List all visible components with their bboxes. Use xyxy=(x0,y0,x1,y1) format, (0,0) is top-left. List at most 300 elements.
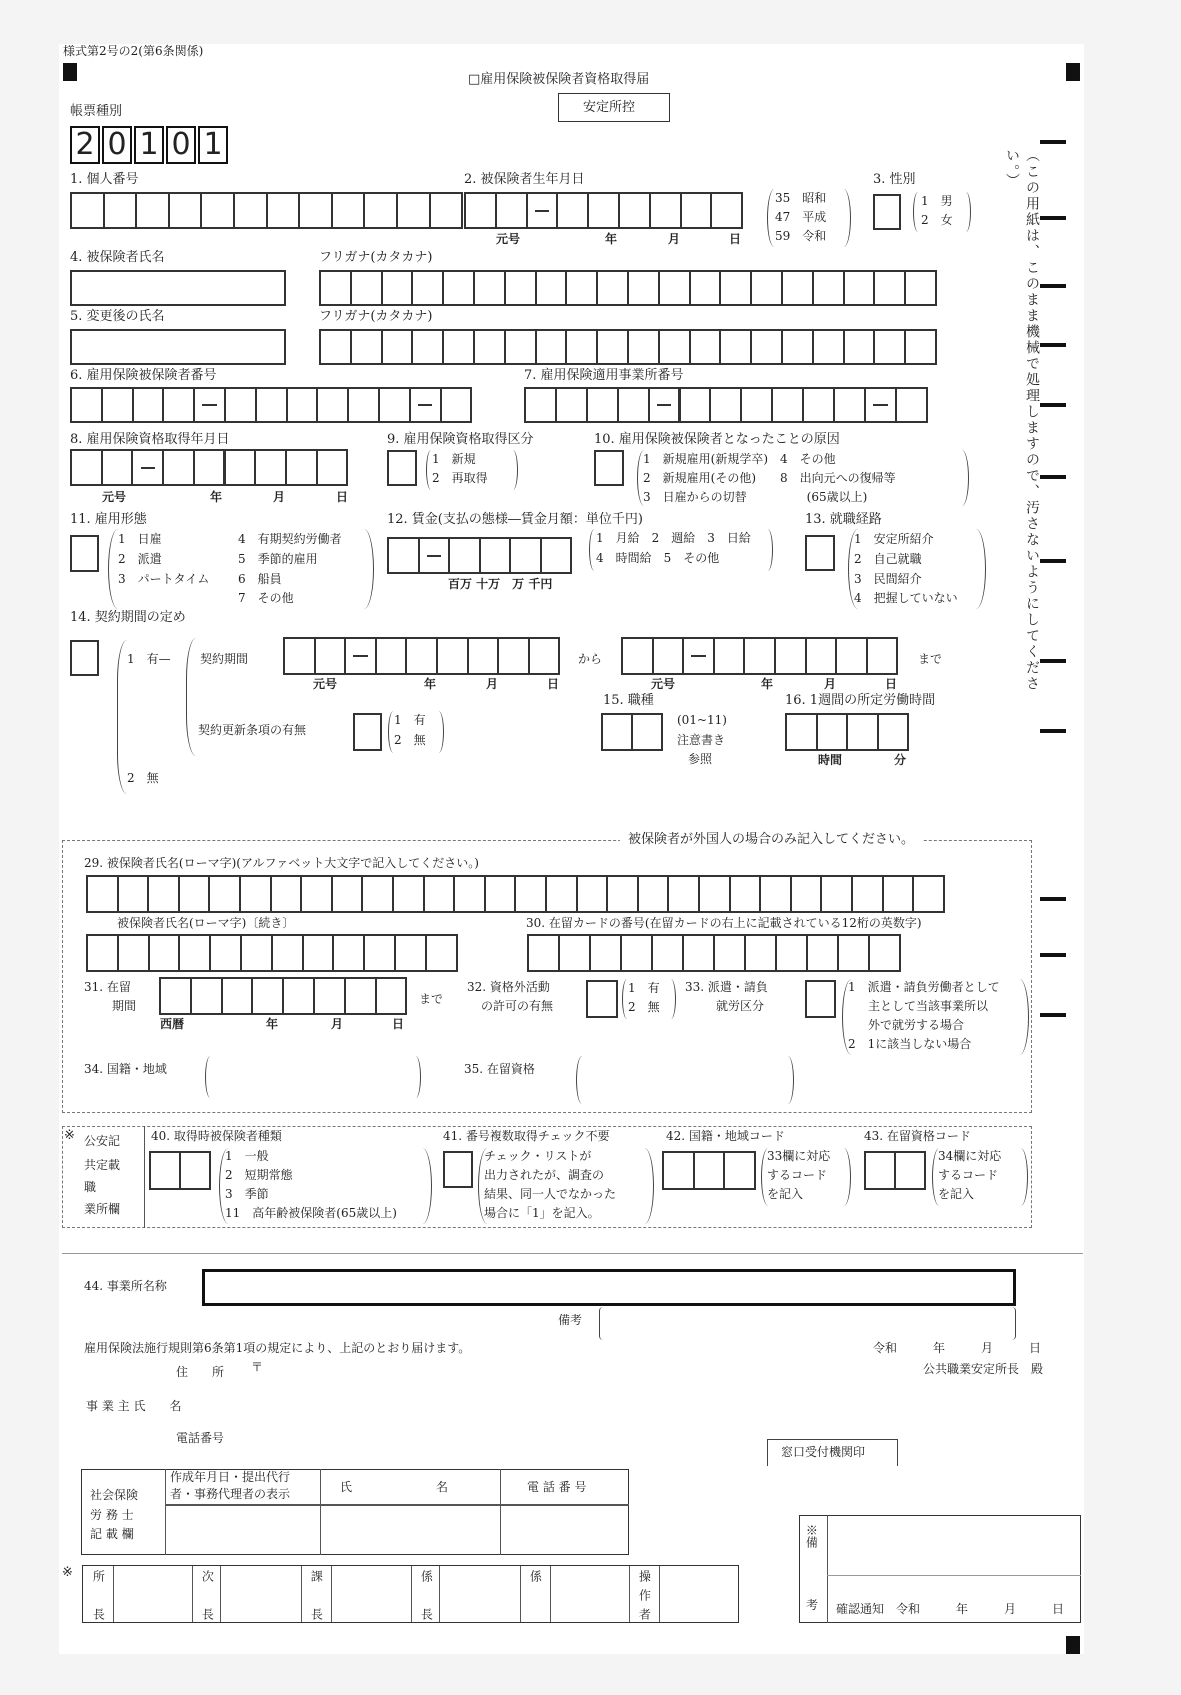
timing-mark xyxy=(1040,729,1066,733)
residence-card-cell[interactable] xyxy=(713,934,746,972)
insured-number-cell[interactable] xyxy=(132,387,165,423)
office-number-cell[interactable] xyxy=(524,387,557,423)
option: 35 昭和 xyxy=(775,191,827,205)
furigana-cell[interactable] xyxy=(904,270,937,306)
wage-cell[interactable] xyxy=(448,537,481,574)
insured-number-cell[interactable] xyxy=(440,387,473,423)
roman-name-cell[interactable] xyxy=(606,875,639,913)
separator-dash xyxy=(193,387,226,423)
stamp-cell[interactable] xyxy=(114,1566,193,1622)
insured-name-label: 4. 被保険者氏名 xyxy=(70,250,165,265)
roman-name-cell[interactable] xyxy=(820,875,853,913)
residence-card-cell[interactable] xyxy=(589,934,622,972)
furigana-cell[interactable] xyxy=(627,270,660,306)
roman-name-cell[interactable] xyxy=(637,875,670,913)
year-label: 年 xyxy=(424,677,437,691)
stamp-cell[interactable] xyxy=(332,1566,411,1622)
acquisition-date-cell[interactable] xyxy=(101,449,134,486)
timing-mark xyxy=(1040,1013,1066,1017)
office-number-cell[interactable] xyxy=(833,387,866,423)
residence-card-label: 30. 在留カードの番号(在留カードの右上に記載されている12桁の英数字) xyxy=(526,916,922,930)
roman-name-cell[interactable] xyxy=(208,875,241,913)
office-copy-box xyxy=(558,93,670,122)
roman-name-cont-cell[interactable] xyxy=(394,934,427,972)
note: 33欄に対応 xyxy=(767,1149,831,1163)
changed-name-field[interactable] xyxy=(70,329,286,365)
cause-cell[interactable] xyxy=(594,450,624,486)
roman-name-cell[interactable] xyxy=(239,875,272,913)
weekly-hours-cell[interactable] xyxy=(785,713,818,751)
changed-furigana-cell[interactable] xyxy=(658,329,691,365)
personal-number-cell[interactable] xyxy=(331,192,366,229)
acquisition-type-cell[interactable] xyxy=(387,450,417,486)
contract-end-cell[interactable] xyxy=(805,637,838,675)
occupation-cell[interactable] xyxy=(631,713,663,751)
changed-furigana-cell[interactable] xyxy=(473,329,506,365)
furigana-cell[interactable] xyxy=(596,270,629,306)
changed-furigana-cell[interactable] xyxy=(535,329,568,365)
acquisition-date-cell[interactable] xyxy=(193,449,226,486)
changed-furigana-cell[interactable] xyxy=(873,329,906,365)
day-label: 日 xyxy=(729,232,742,246)
birthdate-cell[interactable] xyxy=(618,192,651,229)
contract-end-cell[interactable] xyxy=(866,637,899,675)
roman-name-cont-cell[interactable] xyxy=(209,934,242,972)
residence-card-cell[interactable] xyxy=(620,934,653,972)
contract-start-cell[interactable] xyxy=(497,637,530,675)
residence-status-label: 35. 在留資格 xyxy=(464,1062,535,1076)
roman-name-cont-cell[interactable] xyxy=(178,934,211,972)
year-label: 年 xyxy=(210,490,223,504)
roman-name-cont-cell[interactable] xyxy=(302,934,335,972)
roman-name-cell[interactable] xyxy=(453,875,486,913)
birthdate-cell[interactable] xyxy=(710,192,743,229)
roman-name-cell[interactable] xyxy=(514,875,547,913)
director-addressee: 公共職業安定所長 殿 xyxy=(923,1362,1044,1376)
occupation-cell[interactable] xyxy=(601,713,633,751)
insured-number-cell[interactable] xyxy=(101,387,134,423)
option: 4 把握していない xyxy=(854,591,958,605)
changed-furigana-cell[interactable] xyxy=(319,329,352,365)
sharoushi-side-label: 記 載 欄 xyxy=(90,1527,134,1541)
slip-type-digit: 1 xyxy=(134,126,164,164)
roman-name-cell[interactable] xyxy=(300,875,333,913)
dispatch-label: 33. 派遣・請負 xyxy=(685,980,768,994)
office-number-cell[interactable] xyxy=(895,387,928,423)
changed-furigana-cell[interactable] xyxy=(781,329,814,365)
changed-furigana-cell[interactable] xyxy=(904,329,937,365)
roman-name-cont-cell[interactable] xyxy=(271,934,304,972)
roman-name-cell[interactable] xyxy=(729,875,762,913)
separator-dash xyxy=(418,537,451,574)
office-number-cell[interactable] xyxy=(555,387,588,423)
separator-dash xyxy=(682,637,715,675)
work-permit-label: の許可の有無 xyxy=(481,999,554,1013)
roman-name-cell[interactable] xyxy=(698,875,731,913)
stamp-divider xyxy=(411,1566,412,1622)
furigana-cell[interactable] xyxy=(843,270,876,306)
option: 外で就労する場合 xyxy=(868,1018,965,1032)
roman-name-cell[interactable] xyxy=(392,875,425,913)
furigana-cell[interactable] xyxy=(689,270,722,306)
personal-number-cell[interactable] xyxy=(103,192,138,229)
personal-number-cell[interactable] xyxy=(233,192,268,229)
slip-type-digit: 0 xyxy=(102,126,132,164)
personal-number-cell[interactable] xyxy=(429,192,464,229)
acquisition-date-cell[interactable] xyxy=(316,449,349,486)
office-use-title: 職 xyxy=(84,1180,97,1194)
furigana-cell[interactable] xyxy=(319,270,352,306)
acquisition-date-cell[interactable] xyxy=(285,449,318,486)
roman-name-cell[interactable] xyxy=(545,875,578,913)
era-label: 元号 xyxy=(313,677,338,691)
changed-furigana-cell[interactable] xyxy=(750,329,783,365)
divider xyxy=(62,1253,1083,1254)
insured-number-cell[interactable] xyxy=(70,387,103,423)
wage-cell[interactable] xyxy=(387,537,420,574)
note: するコード xyxy=(767,1168,828,1182)
remarks-mark: 考 xyxy=(806,1598,819,1612)
residence-card-cell[interactable] xyxy=(651,934,684,972)
office-number-cell[interactable] xyxy=(679,387,712,423)
bracket xyxy=(186,638,197,756)
weekly-hours-cell[interactable] xyxy=(877,713,910,751)
contract-end-cell[interactable] xyxy=(835,637,868,675)
day-label: 日 xyxy=(547,677,560,691)
contract-start-cell[interactable] xyxy=(314,637,347,675)
option: 47 平成 xyxy=(775,210,827,224)
furigana-cell[interactable] xyxy=(350,270,383,306)
residence-card-cell[interactable] xyxy=(558,934,591,972)
registration-mark xyxy=(1066,63,1080,81)
option: 2 1に該当しない場合 xyxy=(848,1037,972,1051)
postal-mark: 〒 xyxy=(251,1360,264,1374)
roman-name-cell[interactable] xyxy=(86,875,119,913)
option: 5 季節的雇用 xyxy=(238,552,318,566)
slip-type-digit: 2 xyxy=(70,126,100,164)
sharoushi-header: 者・事務代理者の表示 xyxy=(170,1487,291,1501)
stay-period-cell[interactable] xyxy=(159,977,192,1015)
changed-furigana-cell[interactable] xyxy=(689,329,722,365)
contract-start-cell[interactable] xyxy=(375,637,408,675)
contract-start-cell[interactable] xyxy=(283,637,316,675)
separator-dash xyxy=(864,387,897,423)
wage-cell[interactable] xyxy=(540,537,573,574)
weekly-hours-cell[interactable] xyxy=(846,713,879,751)
contract-end-cell[interactable] xyxy=(621,637,654,675)
roman-name-cell[interactable] xyxy=(576,875,609,913)
employment-type-cell[interactable] xyxy=(70,535,99,572)
residence-card-cell[interactable] xyxy=(806,934,839,972)
dispatch-label: 就労区分 xyxy=(716,999,765,1013)
option: 2 再取得 xyxy=(432,471,488,485)
contract-start-cell[interactable] xyxy=(405,637,438,675)
option: 2 無 xyxy=(394,733,426,747)
personal-number-cell[interactable] xyxy=(298,192,333,229)
occupation-note: 参照 xyxy=(688,752,713,766)
insured-type-cell[interactable] xyxy=(179,1151,211,1190)
option: 6 船員 xyxy=(238,572,282,586)
stay-period-cell[interactable] xyxy=(282,977,315,1015)
furigana-cell[interactable] xyxy=(658,270,691,306)
insured-type-label: 40. 取得時被保険者種類 xyxy=(151,1129,282,1143)
registration-mark xyxy=(63,63,77,81)
birthdate-cell[interactable] xyxy=(556,192,589,229)
separator-dash xyxy=(648,387,681,423)
changed-furigana-cell[interactable] xyxy=(381,329,414,365)
stay-period-cell[interactable] xyxy=(221,977,254,1015)
month-label: 月 xyxy=(668,232,681,246)
wage-cell[interactable] xyxy=(479,537,512,574)
option: 4 有期契約労働者 xyxy=(238,532,342,546)
residence-code-label: 43. 在留資格コード xyxy=(864,1129,971,1143)
office-number-cell[interactable] xyxy=(709,387,742,423)
furigana-cell[interactable] xyxy=(565,270,598,306)
until-label: まで xyxy=(918,652,943,666)
stay-period-cell[interactable] xyxy=(251,977,284,1015)
work-permit-cell[interactable] xyxy=(586,980,618,1018)
roman-name-cell[interactable] xyxy=(759,875,792,913)
renewal-cell[interactable] xyxy=(353,713,382,751)
insured-number-cell[interactable] xyxy=(286,387,319,423)
furigana-cell[interactable] xyxy=(535,270,568,306)
option: 1 新規 xyxy=(432,452,476,466)
stamp-divider xyxy=(629,1566,630,1622)
option: 59 令和 xyxy=(775,229,827,243)
roman-name-cell[interactable] xyxy=(270,875,303,913)
stay-period-cell[interactable] xyxy=(344,977,377,1015)
personal-number-cell[interactable] xyxy=(396,192,431,229)
personal-number-cell[interactable] xyxy=(135,192,170,229)
office-number-cell[interactable] xyxy=(802,387,835,423)
phone-label: 電話番号 xyxy=(176,1431,225,1445)
option: 1 有 xyxy=(394,713,426,727)
birthdate-cell[interactable] xyxy=(495,192,528,229)
personal-number-cell[interactable] xyxy=(200,192,235,229)
separator-dash xyxy=(344,637,377,675)
option: 4 時間給 5 その他 xyxy=(596,551,720,565)
roman-name-cell[interactable] xyxy=(117,875,150,913)
changed-furigana-cell[interactable] xyxy=(350,329,383,365)
option-yes: 1 有— xyxy=(127,652,171,666)
sharoushi-name-field[interactable] xyxy=(320,1505,501,1555)
roman-name-cell[interactable] xyxy=(178,875,211,913)
roman-name-cell[interactable] xyxy=(882,875,915,913)
roman-name-cont-cell[interactable] xyxy=(117,934,150,972)
contract-end-cell[interactable] xyxy=(774,637,807,675)
form-number: 様式第2号の2(第6条関係) xyxy=(63,44,204,58)
sharoushi-side-label: 社会保険 xyxy=(90,1488,139,1502)
acquisition-date-cell[interactable] xyxy=(224,449,257,486)
insured-number-cell[interactable] xyxy=(316,387,349,423)
stamp-cell[interactable] xyxy=(551,1566,630,1622)
slip-type-digit: 1 xyxy=(198,126,228,164)
roman-name-cont-cell[interactable] xyxy=(86,934,119,972)
roman-name-cont-cell[interactable] xyxy=(240,934,273,972)
office-number-cell[interactable] xyxy=(617,387,650,423)
residence-card-cell[interactable] xyxy=(744,934,777,972)
birthdate-cell[interactable] xyxy=(464,192,497,229)
timing-mark xyxy=(1040,897,1066,901)
changed-furigana-cell[interactable] xyxy=(411,329,444,365)
work-permit-label: 32. 資格外活動 xyxy=(467,980,550,994)
stamp-label: 次長 xyxy=(200,1570,215,1620)
nationality-code-cell[interactable] xyxy=(723,1151,756,1190)
furigana-cell[interactable] xyxy=(473,270,506,306)
dispatch-cell[interactable] xyxy=(805,980,836,1018)
furigana-cell[interactable] xyxy=(381,270,414,306)
acquisition-date-cell[interactable] xyxy=(70,449,103,486)
changed-furigana-cell[interactable] xyxy=(565,329,598,365)
changed-furigana-cell[interactable] xyxy=(843,329,876,365)
nationality-field[interactable] xyxy=(205,1056,421,1098)
birthdate-cell[interactable] xyxy=(680,192,713,229)
changed-furigana-cell[interactable] xyxy=(442,329,475,365)
contract-term-label: 14. 契約期間の定め xyxy=(70,610,186,625)
roman-name-cell[interactable] xyxy=(851,875,884,913)
nationality-code-cell[interactable] xyxy=(662,1151,695,1190)
stamp-divider xyxy=(301,1566,302,1622)
remarks-field[interactable] xyxy=(599,1307,1016,1340)
residence-card-cell[interactable] xyxy=(868,934,901,972)
residence-card-cell[interactable] xyxy=(682,934,715,972)
stamp-cell[interactable] xyxy=(440,1566,519,1622)
stamp-label: 係長 xyxy=(419,1570,434,1620)
option: 3 民間紹介 xyxy=(854,572,922,586)
changed-furigana-cell[interactable] xyxy=(812,329,845,365)
stamp-cell[interactable] xyxy=(660,1566,739,1622)
stamp-divider xyxy=(520,1566,521,1622)
roman-name-cont-cell[interactable] xyxy=(363,934,396,972)
option: 主として当該事業所以 xyxy=(868,999,989,1013)
insured-number-cell[interactable] xyxy=(255,387,288,423)
roman-name-cont-cell[interactable] xyxy=(332,934,365,972)
gender-cell[interactable] xyxy=(873,194,901,230)
roman-name-cell[interactable] xyxy=(484,875,517,913)
sharoushi-header: 作成年月日・提出代行 xyxy=(170,1470,291,1484)
note: を記入 xyxy=(938,1187,975,1201)
sharoushi-header: 氏 名 xyxy=(340,1480,449,1494)
insured-number-cell[interactable] xyxy=(162,387,195,423)
insured-type-cell[interactable] xyxy=(149,1151,181,1190)
office-copy-label: 安定所控 xyxy=(583,100,636,115)
timing-mark xyxy=(1040,284,1066,288)
weekly-hours-cell[interactable] xyxy=(816,713,849,751)
side-note: （この用紙は、このまま機械で処理しますので、汚さないようにしてください。） xyxy=(1004,148,1040,692)
stamp-label: 所長 xyxy=(91,1570,106,1620)
insured-number-cell[interactable] xyxy=(224,387,257,423)
option: 1 男 xyxy=(921,194,953,208)
furigana-cell[interactable] xyxy=(719,270,752,306)
nationality-code-cell[interactable] xyxy=(693,1151,726,1190)
stay-period-cell[interactable] xyxy=(190,977,223,1015)
furigana-label: フリガナ(カタカナ) xyxy=(319,250,433,265)
insured-name-field[interactable] xyxy=(70,270,286,306)
insured-number-cell[interactable] xyxy=(347,387,380,423)
stay-period-cell[interactable] xyxy=(313,977,346,1015)
contract-term-cell[interactable] xyxy=(70,640,99,676)
changed-furigana-cell[interactable] xyxy=(627,329,660,365)
office-number-cell[interactable] xyxy=(586,387,619,423)
confirmation-date: 確認通知 令和 年 月 日 xyxy=(836,1602,1065,1616)
office-name-field[interactable] xyxy=(202,1269,1016,1306)
timing-mark xyxy=(1040,559,1066,563)
personal-number-cell[interactable] xyxy=(70,192,105,229)
contract-end-cell[interactable] xyxy=(652,637,685,675)
contract-start-cell[interactable] xyxy=(467,637,500,675)
contract-end-cell[interactable] xyxy=(713,637,746,675)
insured-number-cell[interactable] xyxy=(378,387,411,423)
timing-mark xyxy=(1040,140,1066,144)
contract-start-cell[interactable] xyxy=(528,637,561,675)
stamp-cell[interactable] xyxy=(221,1566,300,1622)
stamp-label: 課長 xyxy=(309,1570,324,1620)
changed-furigana-cell[interactable] xyxy=(504,329,537,365)
from-label: から xyxy=(578,652,603,666)
residence-card-cell[interactable] xyxy=(527,934,560,972)
birthdate-cell[interactable] xyxy=(649,192,682,229)
option: 3 季節 xyxy=(225,1187,269,1201)
slip-type-digit: 0 xyxy=(166,126,196,164)
roman-name-cell[interactable] xyxy=(423,875,456,913)
office-number-cell[interactable] xyxy=(740,387,773,423)
office-number-label: 7. 雇用保険適用事業所番号 xyxy=(524,368,684,383)
contract-end-cell[interactable] xyxy=(743,637,776,675)
furigana-cell[interactable] xyxy=(873,270,906,306)
roman-name-cell[interactable] xyxy=(912,875,945,913)
roman-name-cell[interactable] xyxy=(361,875,394,913)
note-mark: ※ xyxy=(64,1128,75,1143)
office-use-title: 業所欄 xyxy=(84,1202,121,1216)
personal-number-cell[interactable] xyxy=(266,192,301,229)
gender-label: 3. 性別 xyxy=(873,172,916,187)
note: 場合に「1」を記入。 xyxy=(484,1206,600,1220)
furigana-cell[interactable] xyxy=(411,270,444,306)
wage-cell[interactable] xyxy=(509,537,542,574)
roman-name-cell[interactable] xyxy=(790,875,823,913)
personal-number-cell[interactable] xyxy=(363,192,398,229)
furigana-cell[interactable] xyxy=(812,270,845,306)
option: 3 パートタイム xyxy=(118,572,210,586)
roman-name-cell[interactable] xyxy=(331,875,364,913)
furigana-cell[interactable] xyxy=(750,270,783,306)
duplicate-check-cell[interactable] xyxy=(443,1151,473,1188)
residence-code-cell[interactable] xyxy=(894,1151,926,1190)
residence-status-field[interactable] xyxy=(576,1056,794,1104)
furigana-cell[interactable] xyxy=(781,270,814,306)
personal-number-cell[interactable] xyxy=(168,192,203,229)
roman-name-cell[interactable] xyxy=(147,875,180,913)
acquisition-date-cell[interactable] xyxy=(162,449,195,486)
birthdate-cell[interactable] xyxy=(587,192,620,229)
roman-name-cont-cell[interactable] xyxy=(148,934,181,972)
furigana-cell[interactable] xyxy=(442,270,475,306)
reception-label: 窓口受付機関印 xyxy=(781,1445,866,1459)
stay-period-cell[interactable] xyxy=(375,977,408,1015)
job-route-cell[interactable] xyxy=(805,535,835,571)
roman-name-cont-cell[interactable] xyxy=(425,934,458,972)
residence-card-cell[interactable] xyxy=(775,934,808,972)
residence-code-cell[interactable] xyxy=(864,1151,896,1190)
changed-furigana-cell[interactable] xyxy=(719,329,752,365)
roman-name-cell[interactable] xyxy=(667,875,700,913)
contract-start-cell[interactable] xyxy=(436,637,469,675)
office-number-cell[interactable] xyxy=(771,387,804,423)
residence-card-cell[interactable] xyxy=(837,934,870,972)
furigana-cell[interactable] xyxy=(504,270,537,306)
acquisition-date-cell[interactable] xyxy=(254,449,287,486)
changed-furigana-cell[interactable] xyxy=(596,329,629,365)
